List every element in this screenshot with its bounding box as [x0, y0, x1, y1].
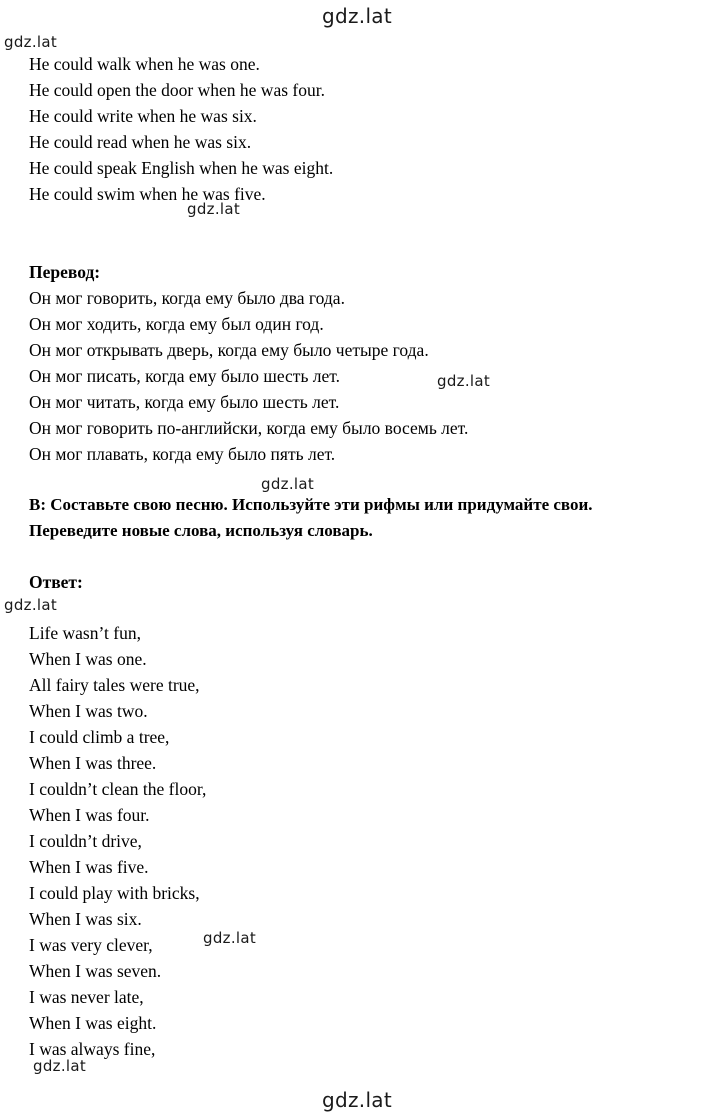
poem-line: When I was six.: [29, 909, 142, 929]
poem-line: When I was eight.: [29, 1013, 157, 1033]
translation-line: Он мог говорить по-английски, когда ему было восемь лет.: [29, 418, 469, 438]
poem-line: I couldn’t drive,: [29, 831, 142, 851]
answer-line: He could read when he was six.: [29, 132, 252, 152]
task-b-instruction: B: Составьте свою песню. Используйте эти рифмы или придумайте свои.: [29, 495, 593, 514]
watermark-bottom: gdz.lat: [322, 1088, 393, 1112]
poem-line: I could play with bricks,: [29, 883, 200, 903]
translation-line: Он мог говорить, когда ему было два года.: [29, 288, 345, 308]
answer-line: He could open the door when he was four.: [29, 80, 325, 100]
answer-line: He could swim when he was five.: [29, 184, 266, 204]
answer-heading: Ответ:: [29, 572, 83, 592]
poem-line: When I was five.: [29, 857, 149, 877]
watermark-mid: gdz.lat: [261, 475, 315, 493]
translation-heading: Перевод:: [29, 262, 101, 282]
watermark-mid: gdz.lat: [187, 200, 241, 218]
translation-line: Он мог читать, когда ему было шесть лет.: [29, 392, 340, 412]
poem-line: I couldn’t clean the floor,: [29, 779, 207, 799]
poem-line: I could climb a tree,: [29, 727, 170, 747]
watermark-mid: gdz.lat: [437, 372, 491, 390]
poem-line: Life wasn’t fun,: [29, 623, 141, 643]
translation-line: Он мог писать, когда ему было шесть лет.: [29, 366, 341, 386]
answer-line: He could speak English when he was eight.: [29, 158, 334, 178]
answer-line: He could walk when he was one.: [29, 54, 260, 74]
watermark-left: gdz.lat: [33, 1057, 87, 1075]
poem-line: I was very clever,: [29, 935, 153, 955]
watermark-left: gdz.lat: [4, 596, 58, 614]
watermark-top: gdz.lat: [322, 4, 393, 28]
poem-line: When I was seven.: [29, 961, 162, 981]
translation-line: Он мог плавать, когда ему было пять лет.: [29, 444, 336, 464]
task-b-instruction: Переведите новые слова, используя словарь.: [29, 521, 373, 540]
poem-line: I was always fine,: [29, 1039, 156, 1059]
poem-line: I was never late,: [29, 987, 144, 1007]
poem-line: When I was four.: [29, 805, 150, 825]
poem-line: When I was two.: [29, 701, 148, 721]
poem-line: When I was three.: [29, 753, 157, 773]
translation-line: Он мог ходить, когда ему был один год.: [29, 314, 324, 334]
translation-line: Он мог открывать дверь, когда ему было четыре года.: [29, 340, 429, 360]
watermark-mid: gdz.lat: [203, 929, 257, 947]
poem-line: All fairy tales were true,: [29, 675, 200, 695]
poem-line: When I was one.: [29, 649, 147, 669]
answer-line: He could write when he was six.: [29, 106, 257, 126]
watermark-left: gdz.lat: [4, 33, 58, 51]
